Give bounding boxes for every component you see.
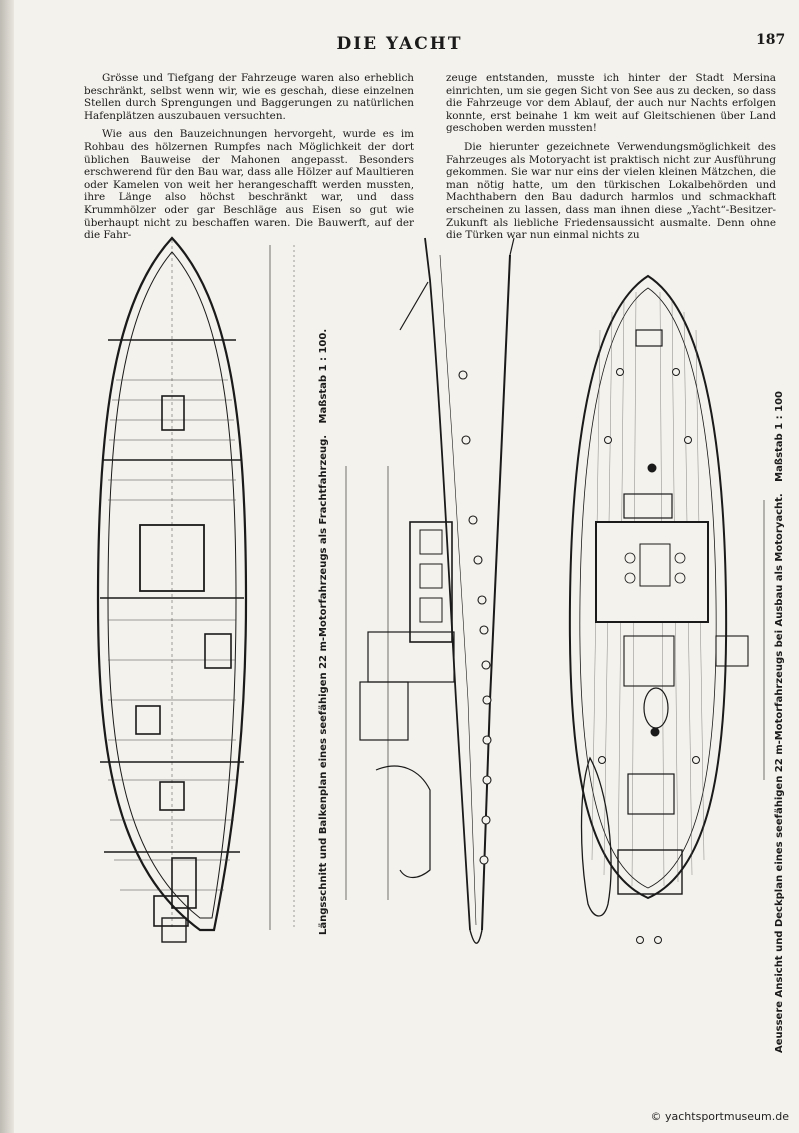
- page-number: 187: [756, 32, 786, 48]
- figure-caption-right: [774, 391, 785, 1053]
- deck-plan-drawing: [570, 276, 764, 944]
- paragraph: Wie aus den Bauzeichnungen hervorgeht, wurde es im Rohbau des hölzernen Rumpfes nach Möglichkeit der dort üblichen Bauweise der Mahonen angepasst. Besonders erschwerend für den Bau war, dass alle Hölzer auf Maultieren oder Kamelen von weit her herangeschafft werden mussten, ihre Länge also höchst beschränkt war, und dass Krummhölzer oder gar Beschläge aus Eisen so gut wie überhaupt nicht zu beschaffen waren. Die Bauwerft, auf der die Fahr-: [84, 128, 414, 242]
- scale-label: Maßstab 1 : 100.: [318, 328, 329, 424]
- beam-plan-drawing: [98, 238, 294, 942]
- scale-label: Maßstab 1 : 100: [774, 391, 785, 482]
- paragraph: Grösse und Tiefgang der Fahrzeuge waren also erheblich beschränkt, selbst wenn wir, wie es geschah, diese einzelnen Stellen durch Sprengungen und Baggerungen zu natürlichen Hafenplätzen auszubauen versuchten.: [84, 72, 414, 122]
- paragraph: Die hierunter gezeichnete Verwendungsmöglichkeit des Fahrzeuges als Motoryacht ist praktisch nicht zur Ausführung gekommen. Sie war nur eins der vielen kleinen Mätzchen, die man nötig hatte, um den türkischen Lokalbehörden und Machthabern den Bau dadurch harmlos und schmackhaft erscheinen zu lassen, dass man ihnen diese „Yacht“-Besitzer-Zukunft als liebliche Friedensaussicht ausmalte. Denn ohne die Türken war nun einmal nichts zu: [446, 140, 776, 242]
- side-profile-drawing: [346, 238, 514, 943]
- figure-caption-left: [318, 329, 329, 935]
- paragraph: zeuge entstanden, musste ich hinter der Stadt Mersina einrichten, um sie gegen Sicht von See aus zu decken, so dass die Fahrzeuge vor dem Ablauf, der auch nur Nachts erfolgen konnte, erst beinahe 1 km weit auf Gleitschienen über Land geschoben werden mussten!: [446, 72, 776, 135]
- caption-text: Längsschnitt und Balkenplan eines seefähigen 22 m-Motorfahrzeugs als Frachtfahrzeug.: [318, 434, 329, 935]
- caption-text: Aeussere Ansicht und Deckplan eines seefähigen 22 m-Motorfahrzeugs bei Ausbau als Motoryacht.: [774, 493, 785, 1053]
- running-header: DIE YACHT: [336, 34, 463, 54]
- watermark: © yachtsportmuseum.de: [650, 1110, 789, 1123]
